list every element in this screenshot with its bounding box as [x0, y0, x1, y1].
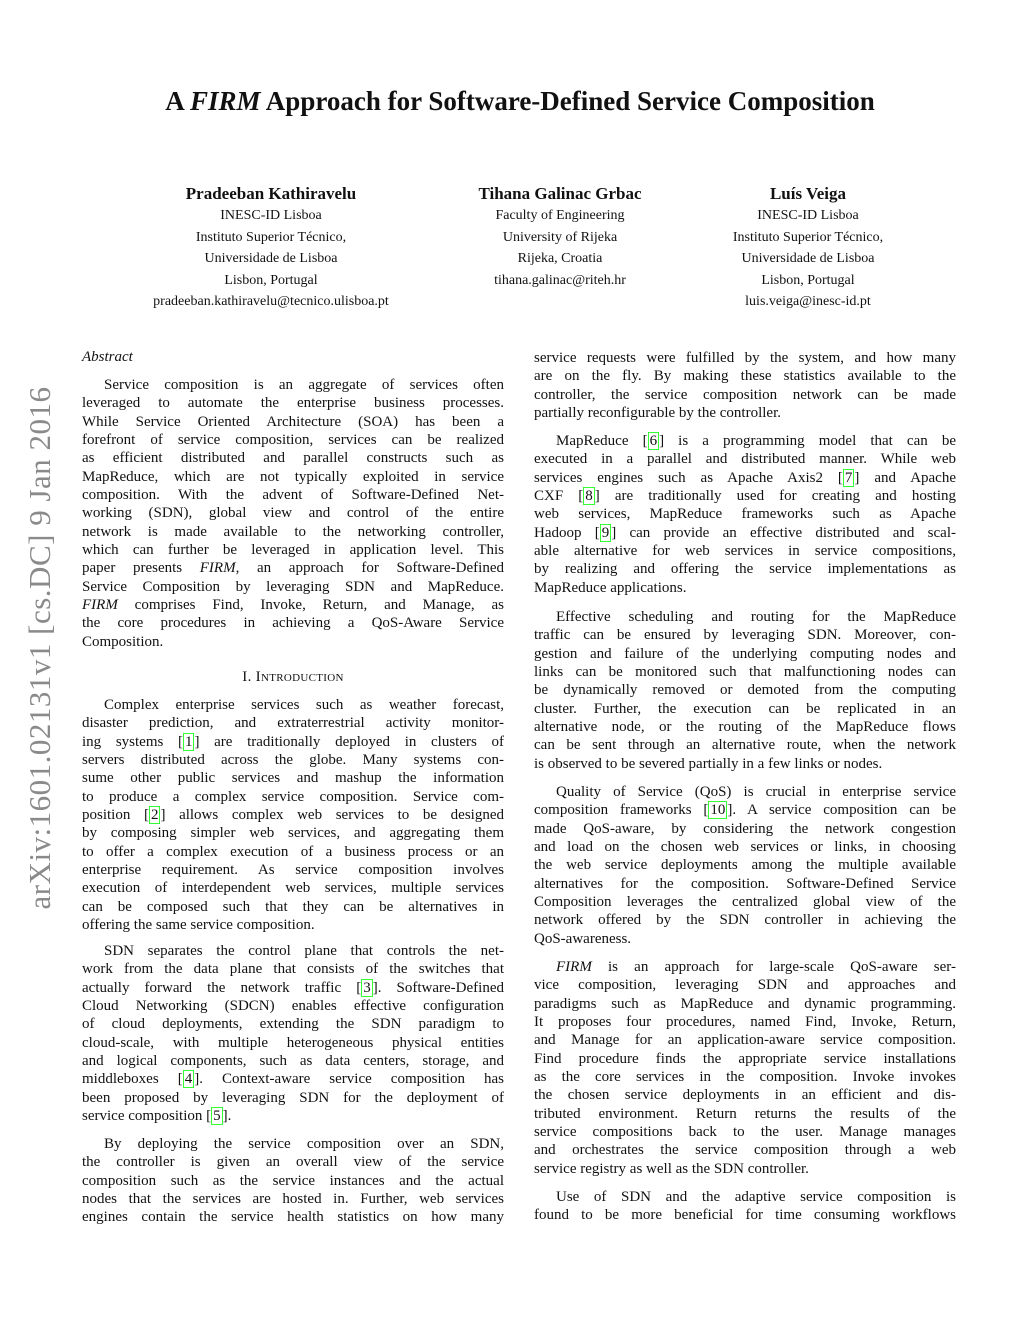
- author-block: [638, 183, 978, 313]
- text-line: made QoS-aware, by considering the network congestion: [534, 820, 956, 837]
- text-line: By deploying the service composition over an SDN,: [104, 1136, 504, 1152]
- text-line: Composition.: [82, 633, 164, 650]
- author-affiliation: Instituto Superior Técnico,: [732, 229, 884, 245]
- text-line: been proposed by leveraging SDN for the deployment of: [82, 1089, 504, 1106]
- abstract-paragraph: [82, 376, 504, 651]
- text-line: Service composition is an aggregate of services often: [104, 377, 504, 393]
- text-line: by realizing and offering the service implementations as: [534, 561, 956, 578]
- text-line: links can be monitored such that malfunctioning nodes can: [534, 664, 956, 681]
- text-line: Service Composition by leveraging SDN and MapReduce.: [82, 578, 504, 595]
- text-line: partially reconfigurable by the controller.: [534, 405, 781, 422]
- author-email[interactable]: luis.veiga@inesc-id.pt: [745, 294, 871, 309]
- text-line: the web service deployments among the multiple available: [534, 857, 956, 874]
- text-line: sume other public services and mashup the information: [82, 770, 504, 787]
- text-line: work from the data plane that consists of the switches that: [82, 961, 504, 978]
- abstract-heading: Abstract: [82, 349, 133, 365]
- text-line: the core procedures in achieving a QoS-Aware Service: [82, 615, 504, 632]
- text-line: engines contain the service health statistics on how many: [82, 1209, 504, 1226]
- text-line: enterprise requirement. As service composition involves: [82, 862, 504, 879]
- text-line: traffic can be ensured by leveraging SDN. Moreover, con-: [534, 627, 956, 644]
- text-line: service requests were fulfilled by the system, and how many: [534, 350, 956, 366]
- text-line: vice composition, leveraging SDN and approaches and: [534, 977, 956, 994]
- text-line: network offered by the SDN controller in achieving the: [534, 912, 956, 929]
- title-prefix: A: [165, 86, 190, 116]
- section-heading: I. Introduction: [242, 669, 344, 685]
- text-line: is observed to be severed partially in a few links or nodes.: [534, 755, 883, 772]
- text-line: of cloud deployments, extending the SDN paradigm to: [82, 1016, 504, 1033]
- text-line: service registry as well as the SDN controller.: [534, 1160, 809, 1177]
- citation-link[interactable]: 4: [184, 1071, 193, 1088]
- text-line: servers distributed across the globe. Many systems con-: [82, 752, 504, 769]
- citation-link[interactable]: 6: [649, 433, 658, 449]
- author-name: Luís Veiga: [769, 184, 847, 203]
- paragraph: [534, 1188, 956, 1225]
- text-line: disaster prediction, and extraterrestrial activity monitor-: [82, 715, 504, 732]
- paper-title: [0, 86, 1024, 117]
- text-line: execution of interdependent web services, multiple services: [82, 880, 504, 897]
- text-line: middleboxes [ 4 ]. Context-aware service composition has: [82, 1071, 504, 1088]
- text-line: paradigms such as MapReduce and dynamic programming.: [534, 995, 956, 1012]
- text-line: ing systems [ 1 ] are traditionally deployed in clusters of: [82, 733, 504, 750]
- text-line: Complex enterprise services such as weather forecast,: [104, 697, 504, 713]
- text-line: which can further be leveraged in application level. This: [82, 542, 504, 559]
- paragraph: [534, 783, 956, 948]
- text-line: Quality of Service (QoS) is crucial in enterprise service: [556, 784, 956, 800]
- emphasis-firm: FIRM: [556, 959, 592, 975]
- citation-link[interactable]: 3: [363, 979, 371, 996]
- author-affiliation: Universidade de Lisboa: [741, 251, 875, 266]
- text-line: Composition leverages the centralized global view of the: [534, 894, 956, 911]
- author-affiliation: University of Rijeka: [502, 229, 618, 245]
- author-name: Pradeeban Kathiravelu: [185, 184, 357, 203]
- text-line: Hadoop [ 9 ] can provide an effective distributed and scal-: [534, 524, 956, 541]
- author-affiliation: Faculty of Engineering: [495, 208, 625, 223]
- text-line: working (SDN), global view and control of the entire: [82, 505, 504, 522]
- paragraph: [534, 608, 956, 773]
- text-line: can be composed such that they can be alternatives in: [82, 898, 504, 915]
- text-line: alternative node, or the routing of the MapReduce flows: [534, 719, 956, 736]
- text-line: FIRM is an approach for large-scale QoS-aware ser-: [556, 959, 956, 975]
- text-line: and logical components, such as data centers, storage, and: [82, 1053, 504, 1070]
- text-line: are on the fly. By making these statistics available to the: [534, 368, 956, 385]
- author-affiliation: INESC-ID Lisboa: [757, 208, 859, 223]
- text-line: found to be more beneficial for time consuming workflows: [534, 1207, 956, 1224]
- text-line: by composing simpler web services, and aggregating them: [82, 825, 504, 842]
- paragraph: [82, 942, 504, 1125]
- title-firm: FIRM: [190, 86, 261, 116]
- author-email[interactable]: tihana.galinac@riteh.hr: [494, 272, 626, 288]
- text-line: can be sent through an alternative route, when the network: [534, 737, 956, 754]
- text-line: Effective scheduling and routing for the MapReduce: [556, 609, 956, 625]
- paragraph: [82, 1135, 504, 1227]
- text-line: SDN separates the control plane that controls the net-: [104, 943, 504, 959]
- text-line: cloud-scale, with multiple heterogeneous physical entities: [82, 1034, 504, 1051]
- text-line: MapReduce [ 6 ] is a programming model that can be: [556, 433, 956, 449]
- text-line: Cloud Networking (SDCN) enables effective configuration: [82, 998, 504, 1015]
- text-line: CXF [ 8 ] are traditionally used for creating and hosting: [534, 488, 956, 505]
- author-affiliation: Instituto Superior Técnico,: [195, 229, 347, 245]
- author-affiliation: INESC-ID Lisboa: [220, 208, 322, 223]
- citation-link[interactable]: 8: [585, 488, 593, 505]
- author-affiliation: Lisbon, Portugal: [761, 272, 855, 288]
- text-line: as the core services in the composition. Invoke invokes: [534, 1069, 956, 1086]
- text-line: composition. With the advent of Software-Defined Net-: [82, 487, 504, 504]
- paragraph: [534, 958, 956, 1178]
- citation-link[interactable]: 9: [601, 524, 610, 541]
- text-line: service compositions back to the user. Manage manages: [534, 1124, 956, 1141]
- text-line: and orchestrates the service composition through a web: [534, 1142, 956, 1159]
- text-line: Find procedure finds the appropriate service installations: [534, 1050, 956, 1067]
- text-line: While Service Oriented Architecture (SOA) has been a: [82, 413, 504, 430]
- text-line: and Manage for an application-aware service composition.: [534, 1032, 956, 1049]
- text-line: FIRM comprises Find, Invoke, Return, and Manage, as: [82, 597, 504, 614]
- text-line: and load on the chosen web services or links, in choosing: [534, 839, 956, 856]
- text-line: web services, MapReduce frameworks such as Apache: [534, 506, 956, 523]
- text-line: controller, the service composition network can be made: [534, 386, 956, 403]
- text-line: paper presents FIRM, an approach for Software-Defined: [82, 560, 504, 577]
- text-line: to produce a complex service composition. Service com-: [82, 788, 504, 805]
- text-line: composition such as the service instances and the actual: [82, 1172, 504, 1189]
- text-line: the controller is given an overall view of the service: [82, 1154, 504, 1171]
- citation-link[interactable]: 2: [150, 807, 159, 824]
- author-affiliation: Rijeka, Croatia: [517, 251, 603, 266]
- paragraph: [534, 349, 956, 422]
- text-line: gestion and failure of the underlying computing nodes and: [534, 645, 956, 662]
- text-line: tributed environment. Return returns the results of the: [534, 1105, 956, 1122]
- text-line: to offer a complex execution of a business process or an: [82, 843, 504, 860]
- text-line: as efficient distributed and parallel constructs such as: [82, 450, 504, 467]
- emphasis-firm: FIRM: [82, 597, 118, 614]
- text-line: the chosen service deployments in an efficient and dis-: [534, 1087, 956, 1104]
- citation-link[interactable]: 7: [844, 469, 853, 486]
- text-line: able alternative for web services in service compositions,: [534, 543, 956, 560]
- author-email[interactable]: pradeeban.kathiravelu@tecnico.ulisboa.pt: [153, 294, 389, 309]
- paragraph: [534, 432, 956, 597]
- text-line: actually forward the network traffic [ 3 ]. Software-Defined: [82, 979, 504, 996]
- text-line: MapReduce, which are not typically exploited in service: [82, 468, 504, 485]
- text-line: Use of SDN and the adaptive service composition is: [556, 1189, 956, 1205]
- text-line: position [ 2 ] allows complex web services to be designed: [82, 807, 504, 824]
- text-line: leveraged to automate the enterprise business processes.: [82, 395, 504, 412]
- emphasis-firm: FIRM: [199, 560, 236, 577]
- citation-link[interactable]: 10: [710, 802, 726, 819]
- text-line: offering the same service composition.: [82, 917, 315, 934]
- text-line: be dynamically removed or demoted from the computing: [534, 682, 956, 699]
- text-line: QoS-awareness.: [534, 930, 632, 947]
- text-line: forefront of service composition, services can be realized: [82, 432, 504, 449]
- title-rest: Approach for Software-Defined Service Composition: [260, 86, 875, 116]
- citation-link[interactable]: 5: [213, 1108, 221, 1125]
- text-line: service composition [ 5 ].: [82, 1108, 232, 1125]
- text-line: MapReduce applications.: [534, 579, 687, 596]
- author-affiliation: Lisbon, Portugal: [224, 272, 318, 288]
- text-line: network is made available to the networking controller,: [82, 523, 504, 540]
- arxiv-identifier-stamp: arXiv:1601.02131v1 [cs.DC] 9 Jan 2016: [22, 386, 57, 910]
- text-line: cluster. Further, the execution can be replicated in an: [534, 700, 956, 717]
- text-line: nodes that the services are hosted in. Further, web services: [82, 1191, 504, 1208]
- text-line: executed in a parallel and distributed manner. While web: [534, 451, 956, 468]
- text-line: It proposes four procedures, named Find, Invoke, Return,: [534, 1014, 956, 1031]
- paragraph: [82, 696, 504, 934]
- text-line: services engines such as Apache Axis2 [ 7 ] and Apache: [534, 469, 956, 486]
- author-affiliation: Universidade de Lisboa: [204, 251, 338, 266]
- text-line: composition frameworks [ 10 ]. A service composition can be: [534, 802, 956, 819]
- text-line: alternatives for the composition. Software-Defined Service: [534, 875, 956, 892]
- author-name: Tihana Galinac Grbac: [478, 184, 642, 203]
- citation-link[interactable]: 1: [184, 733, 193, 750]
